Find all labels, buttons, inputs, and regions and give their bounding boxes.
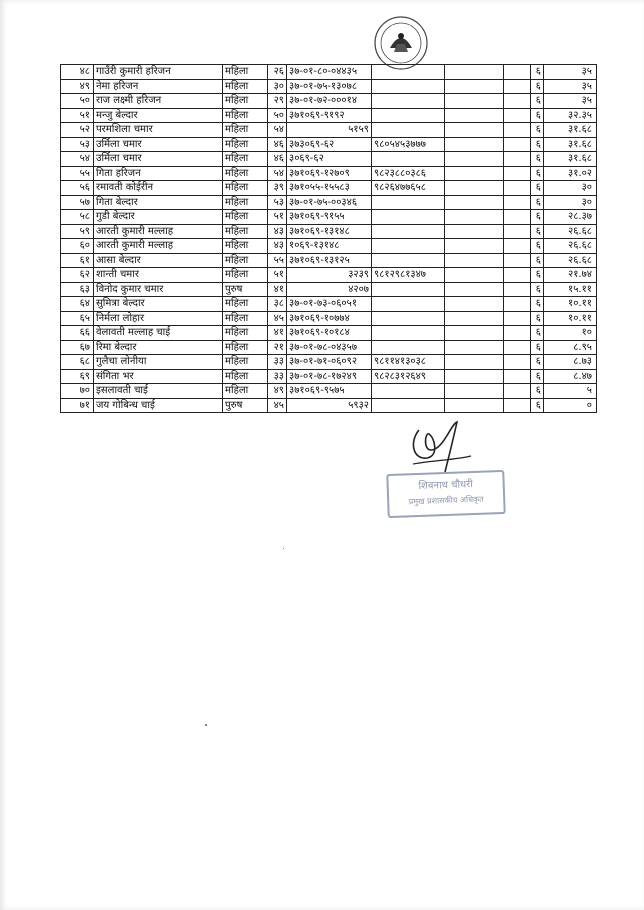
category-cell: ६: [531, 253, 544, 268]
table-row: [61, 355, 597, 370]
gender-cell: महिला: [223, 94, 268, 109]
name-cell: गुडी बेल्दार: [94, 210, 223, 225]
age-cell: ३९: [268, 181, 287, 196]
citizenship-number-cell: ३०६९-६२: [287, 152, 372, 167]
phone-number-cell: [372, 123, 445, 138]
empty-cell: [504, 195, 531, 210]
table-row: [61, 268, 597, 283]
category-cell: ६: [531, 123, 544, 138]
gender-cell: महिला: [223, 210, 268, 225]
empty-cell: [445, 297, 504, 312]
serial-number-cell: ६४: [61, 297, 94, 312]
score-cell: १५.११: [544, 282, 597, 297]
empty-cell: [504, 282, 531, 297]
empty-cell: [504, 311, 531, 326]
empty-cell: [445, 94, 504, 109]
beneficiary-table: [60, 64, 597, 413]
name-cell: आरती कुमारी मल्लाह: [94, 239, 223, 254]
phone-number-cell: [372, 239, 445, 254]
table-row: [61, 253, 597, 268]
phone-number-cell: [372, 224, 445, 239]
gender-cell: महिला: [223, 340, 268, 355]
phone-number-cell: [372, 311, 445, 326]
empty-cell: [445, 181, 504, 196]
score-cell: ८.७३: [544, 355, 597, 370]
score-cell: ३०: [544, 181, 597, 196]
score-cell: २६.६८: [544, 239, 597, 254]
score-cell: ३२.३५: [544, 108, 597, 123]
phone-number-cell: [372, 398, 445, 413]
score-cell: ३१.६८: [544, 152, 597, 167]
age-cell: ३०: [268, 79, 287, 94]
serial-number-cell: ५०: [61, 94, 94, 109]
empty-cell: [504, 297, 531, 312]
citizenship-number-cell: ३२३९: [287, 268, 372, 283]
age-cell: ४६: [268, 152, 287, 167]
citizenship-number-cell: ३७-०१-८०-०४४३५: [287, 65, 372, 80]
gender-cell: पुरुष: [223, 282, 268, 297]
serial-number-cell: ६१: [61, 253, 94, 268]
table-row: [61, 195, 597, 210]
empty-cell: [504, 94, 531, 109]
phone-number-cell: [372, 79, 445, 94]
phone-number-cell: ९८१२९८१३४७: [372, 268, 445, 283]
name-cell: शान्ती चमार: [94, 268, 223, 283]
score-cell: ०: [544, 398, 597, 413]
table-row: [61, 181, 597, 196]
gender-cell: महिला: [223, 195, 268, 210]
category-cell: ६: [531, 79, 544, 94]
score-cell: ३५: [544, 79, 597, 94]
citizenship-number-cell: ४२०७: [287, 282, 372, 297]
gender-cell: महिला: [223, 253, 268, 268]
name-cell: गुलैचा लोनीया: [94, 355, 223, 370]
table-row: [61, 239, 597, 254]
table-row: [61, 137, 597, 152]
empty-cell: [504, 326, 531, 341]
empty-cell: [445, 108, 504, 123]
empty-cell: [504, 65, 531, 80]
phone-number-cell: [372, 210, 445, 225]
empty-cell: [504, 398, 531, 413]
category-cell: ६: [531, 137, 544, 152]
empty-cell: [445, 166, 504, 181]
citizenship-number-cell: ३७१०६९-९१९२: [287, 108, 372, 123]
score-cell: ३५: [544, 65, 597, 80]
age-cell: ५१: [268, 210, 287, 225]
serial-number-cell: ५२: [61, 123, 94, 138]
gender-cell: महिला: [223, 311, 268, 326]
serial-number-cell: ४९: [61, 79, 94, 94]
citizenship-number-cell: ३७१०५५-१५५८३: [287, 181, 372, 196]
gender-cell: महिला: [223, 152, 268, 167]
citizenship-number-cell: ३७१०६९-१०१८४: [287, 326, 372, 341]
empty-cell: [445, 253, 504, 268]
age-cell: ३३: [268, 355, 287, 370]
category-cell: ६: [531, 355, 544, 370]
citizenship-number-cell: ३७-०१-७८-०४३५७: [287, 340, 372, 355]
speck: [283, 548, 284, 549]
score-cell: १०: [544, 326, 597, 341]
phone-number-cell: [372, 108, 445, 123]
citizenship-number-cell: ३७१०६९-१२७०९: [287, 166, 372, 181]
serial-number-cell: ५४: [61, 152, 94, 167]
age-cell: ५०: [268, 108, 287, 123]
score-cell: ३१.६८: [544, 137, 597, 152]
category-cell: ६: [531, 282, 544, 297]
empty-cell: [504, 181, 531, 196]
serial-number-cell: ६९: [61, 369, 94, 384]
name-cell: विनोद कुमार चमार: [94, 282, 223, 297]
gender-cell: महिला: [223, 224, 268, 239]
phone-number-cell: ९८२६४७७६५८: [372, 181, 445, 196]
category-cell: ६: [531, 384, 544, 399]
serial-number-cell: ६०: [61, 239, 94, 254]
table-row: [61, 65, 597, 80]
category-cell: ६: [531, 369, 544, 384]
name-cell: गिता हरिजन: [94, 166, 223, 181]
age-cell: ५५: [268, 253, 287, 268]
age-cell: ४१: [268, 282, 287, 297]
table-row: [61, 224, 597, 239]
serial-number-cell: ६६: [61, 326, 94, 341]
category-cell: ६: [531, 108, 544, 123]
gender-cell: महिला: [223, 137, 268, 152]
name-cell: निर्मला लोहार: [94, 311, 223, 326]
category-cell: ६: [531, 195, 544, 210]
score-cell: ५: [544, 384, 597, 399]
phone-number-cell: [372, 253, 445, 268]
score-cell: २६.६८: [544, 253, 597, 268]
empty-cell: [504, 137, 531, 152]
name-cell: रमावती कोईरीन: [94, 181, 223, 196]
category-cell: ६: [531, 65, 544, 80]
empty-cell: [445, 195, 504, 210]
category-cell: ६: [531, 181, 544, 196]
category-cell: ६: [531, 268, 544, 283]
serial-number-cell: ५३: [61, 137, 94, 152]
score-cell: २१.७४: [544, 268, 597, 283]
empty-cell: [504, 340, 531, 355]
citizenship-number-cell: ३७-०१-७२-०००१४: [287, 94, 372, 109]
name-cell: संगिता भर: [94, 369, 223, 384]
gender-cell: महिला: [223, 108, 268, 123]
serial-number-cell: ५९: [61, 224, 94, 239]
phone-number-cell: ९८२३८८०३८६: [372, 166, 445, 181]
empty-cell: [445, 355, 504, 370]
serial-number-cell: ७१: [61, 398, 94, 413]
table-row: [61, 108, 597, 123]
age-cell: ४५: [268, 398, 287, 413]
score-cell: ३०: [544, 195, 597, 210]
age-cell: २६: [268, 65, 287, 80]
serial-number-cell: ५८: [61, 210, 94, 225]
category-cell: ६: [531, 297, 544, 312]
score-cell: १०.११: [544, 311, 597, 326]
table-row: [61, 94, 597, 109]
serial-number-cell: ५६: [61, 181, 94, 196]
age-cell: ५४: [268, 123, 287, 138]
name-cell: रिमा बेल्दार: [94, 340, 223, 355]
age-cell: ४३: [268, 239, 287, 254]
age-cell: २१: [268, 340, 287, 355]
citizenship-number-cell: ३७-०१-७८-१७२४९: [287, 369, 372, 384]
category-cell: ६: [531, 94, 544, 109]
name-cell: वेलावती मल्लाह चाई: [94, 326, 223, 341]
empty-cell: [445, 239, 504, 254]
empty-cell: [504, 239, 531, 254]
age-cell: ५१: [268, 268, 287, 283]
empty-cell: [504, 210, 531, 225]
serial-number-cell: ६८: [61, 355, 94, 370]
category-cell: ६: [531, 166, 544, 181]
citizenship-number-cell: १०६९-१३१४८: [287, 239, 372, 254]
table-row: [61, 79, 597, 94]
gender-cell: महिला: [223, 166, 268, 181]
phone-number-cell: ९८११४१३०३८: [372, 355, 445, 370]
name-cell: उर्मिला चमार: [94, 152, 223, 167]
table-row: [61, 384, 597, 399]
name-cell: इसलावती चाई: [94, 384, 223, 399]
citizenship-number-cell: ५९३२: [287, 398, 372, 413]
empty-cell: [445, 398, 504, 413]
name-cell: जय गोबिन्ध चाई: [94, 398, 223, 413]
table-row: [61, 297, 597, 312]
phone-number-cell: [372, 94, 445, 109]
citizenship-number-cell: ३७१०६९-९५७५: [287, 384, 372, 399]
serial-number-cell: ६५: [61, 311, 94, 326]
name-cell: परमशिला चमार: [94, 123, 223, 138]
gender-cell: महिला: [223, 355, 268, 370]
citizenship-number-cell: ३७१०६९-१०७७४: [287, 311, 372, 326]
phone-number-cell: [372, 340, 445, 355]
empty-cell: [504, 79, 531, 94]
empty-cell: [504, 268, 531, 283]
score-cell: ३१.६८: [544, 123, 597, 138]
empty-cell: [504, 152, 531, 167]
name-cell: आरती कुमारी मल्लाह: [94, 224, 223, 239]
serial-number-cell: ६३: [61, 282, 94, 297]
name-cell: नेमा हरिजन: [94, 79, 223, 94]
empty-cell: [445, 340, 504, 355]
table-row: [61, 398, 597, 413]
category-cell: ६: [531, 152, 544, 167]
table-row: [61, 326, 597, 341]
empty-cell: [504, 355, 531, 370]
empty-cell: [445, 268, 504, 283]
empty-cell: [445, 384, 504, 399]
phone-number-cell: [372, 297, 445, 312]
empty-cell: [445, 326, 504, 341]
citizenship-number-cell: ३७१०६९-१३१२५: [287, 253, 372, 268]
phone-number-cell: [372, 282, 445, 297]
name-cell: आसा बेल्दार: [94, 253, 223, 268]
score-cell: २८.३७: [544, 210, 597, 225]
gender-cell: महिला: [223, 268, 268, 283]
name-cell: राज लक्ष्मी हरिजन: [94, 94, 223, 109]
empty-cell: [445, 282, 504, 297]
phone-number-cell: ९८०५४५३७७७: [372, 137, 445, 152]
empty-cell: [504, 224, 531, 239]
serial-number-cell: ६७: [61, 340, 94, 355]
gender-cell: महिला: [223, 79, 268, 94]
table-row: [61, 311, 597, 326]
age-cell: २९: [268, 94, 287, 109]
empty-cell: [445, 65, 504, 80]
official-stamp: [386, 470, 505, 518]
phone-number-cell: [372, 384, 445, 399]
age-cell: ४९: [268, 384, 287, 399]
citizenship-number-cell: ३७१०६९-१३१४८: [287, 224, 372, 239]
empty-cell: [445, 224, 504, 239]
citizenship-number-cell: ३७१०६९-९१५५: [287, 210, 372, 225]
phone-number-cell: [372, 326, 445, 341]
empty-cell: [504, 166, 531, 181]
stamp-name: शिवनाथ चौधरी: [418, 479, 474, 492]
name-cell: गिता बेल्दार: [94, 195, 223, 210]
gender-cell: महिला: [223, 297, 268, 312]
name-cell: मन्जु बेल्दार: [94, 108, 223, 123]
serial-number-cell: ५७: [61, 195, 94, 210]
category-cell: ६: [531, 311, 544, 326]
table-row: [61, 166, 597, 181]
empty-cell: [445, 210, 504, 225]
score-cell: १०.११: [544, 297, 597, 312]
phone-number-cell: ९८२८३१२६४९: [372, 369, 445, 384]
citizenship-number-cell: ५१५९: [287, 123, 372, 138]
serial-number-cell: ६२: [61, 268, 94, 283]
empty-cell: [445, 311, 504, 326]
score-cell: ३५: [544, 94, 597, 109]
gender-cell: महिला: [223, 326, 268, 341]
empty-cell: [445, 152, 504, 167]
table-row: [61, 123, 597, 138]
table-row: [61, 340, 597, 355]
empty-cell: [504, 108, 531, 123]
age-cell: ५४: [268, 166, 287, 181]
age-cell: ५३: [268, 195, 287, 210]
phone-number-cell: [372, 152, 445, 167]
gender-cell: पुरुष: [223, 398, 268, 413]
score-cell: ३१.०२: [544, 166, 597, 181]
empty-cell: [504, 369, 531, 384]
empty-cell: [504, 253, 531, 268]
category-cell: ६: [531, 239, 544, 254]
serial-number-cell: ७०: [61, 384, 94, 399]
category-cell: ६: [531, 210, 544, 225]
empty-cell: [445, 369, 504, 384]
citizenship-number-cell: ३७-०१-७५-१३०७८: [287, 79, 372, 94]
category-cell: ६: [531, 326, 544, 341]
phone-number-cell: [372, 195, 445, 210]
citizenship-number-cell: ३७-०१-७१-०६०९२: [287, 355, 372, 370]
table-row: [61, 210, 597, 225]
name-cell: उर्मिला चमार: [94, 137, 223, 152]
gender-cell: महिला: [223, 369, 268, 384]
stamp-title: प्रमुख प्रशासकीय अधिकृत: [408, 494, 484, 507]
empty-cell: [445, 137, 504, 152]
score-cell: २६.६८: [544, 224, 597, 239]
age-cell: ३८: [268, 297, 287, 312]
serial-number-cell: ४८: [61, 65, 94, 80]
age-cell: ४६: [268, 137, 287, 152]
gender-cell: महिला: [223, 384, 268, 399]
table-row: [61, 152, 597, 167]
speck: [205, 724, 207, 726]
score-cell: ८.४७: [544, 369, 597, 384]
empty-cell: [504, 384, 531, 399]
age-cell: ४१: [268, 326, 287, 341]
gender-cell: महिला: [223, 239, 268, 254]
table-row: [61, 369, 597, 384]
gender-cell: महिला: [223, 181, 268, 196]
table-row: [61, 282, 597, 297]
gender-cell: महिला: [223, 123, 268, 138]
category-cell: ६: [531, 340, 544, 355]
category-cell: ६: [531, 398, 544, 413]
empty-cell: [445, 79, 504, 94]
serial-number-cell: ५५: [61, 166, 94, 181]
citizenship-number-cell: ३७३०६९-६२: [287, 137, 372, 152]
empty-cell: [504, 123, 531, 138]
age-cell: ४३: [268, 224, 287, 239]
category-cell: ६: [531, 224, 544, 239]
score-cell: ८.९५: [544, 340, 597, 355]
gender-cell: महिला: [223, 65, 268, 80]
age-cell: ४५: [268, 311, 287, 326]
citizenship-number-cell: ३७-०१-७३-०६०५१: [287, 297, 372, 312]
empty-cell: [445, 123, 504, 138]
name-cell: सुमित्रा बेल्दार: [94, 297, 223, 312]
age-cell: ३३: [268, 369, 287, 384]
name-cell: गाउँरी कुमारी हरिजन: [94, 65, 223, 80]
citizenship-number-cell: ३७-०१-७५-००३४६: [287, 195, 372, 210]
phone-number-cell: [372, 65, 445, 80]
serial-number-cell: ५१: [61, 108, 94, 123]
